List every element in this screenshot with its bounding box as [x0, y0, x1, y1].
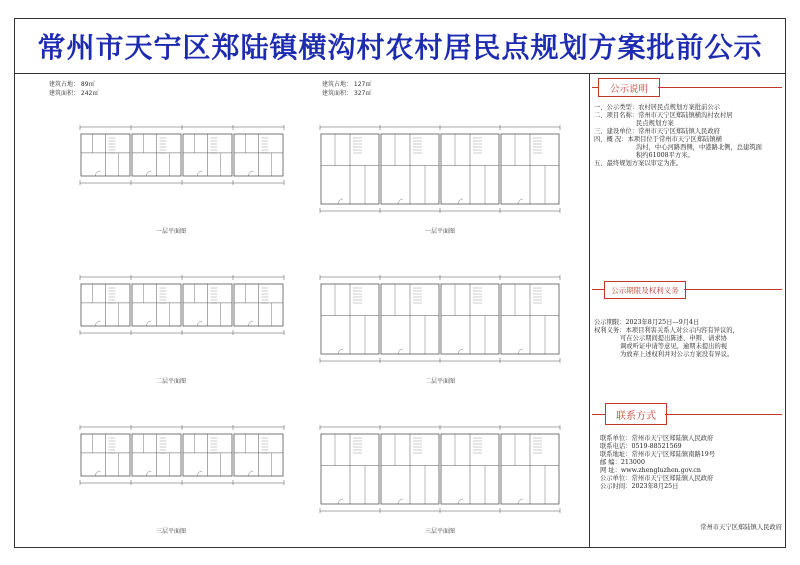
notice-side-panel	[590, 74, 785, 547]
contact-row	[600, 435, 782, 443]
contact-label: 联系电话：	[600, 443, 632, 450]
notice-sheet	[14, 18, 786, 548]
rule-contact-left	[592, 414, 605, 415]
contact-body	[600, 435, 782, 491]
contact-label: 邮 编：	[600, 459, 621, 466]
notice-item: 五、最终规划方案以审定为准。	[594, 160, 683, 167]
notice-item: 二、项目名称：常州市天宁区郑陆镇横沟村农村居	[594, 112, 733, 119]
contact-label: 联系地址：	[600, 451, 632, 458]
period-body	[594, 319, 782, 359]
notice-body	[594, 104, 780, 168]
contact-value: 常州市天宁区郑陆镇南路19号	[631, 451, 716, 458]
floor-plan-left-1	[75, 124, 289, 186]
right-area-info	[322, 80, 371, 98]
plan-label-right-2: 二层平面图	[425, 378, 456, 385]
notice-item: 沟村，中心河路西侧，中港路北侧，总建筑面	[636, 144, 762, 151]
contact-label: 网 址：	[600, 467, 621, 474]
left-site-area: 建筑占地： 89㎡	[49, 81, 95, 88]
contact-footer: 常州市天宁区郑陆镇人民政府	[700, 524, 782, 531]
period-title: 公示期限及权利义务	[604, 281, 686, 299]
right-floor-area: 建筑面积： 327㎡	[322, 90, 372, 97]
contact-row	[600, 459, 782, 467]
plan-label-right-1: 一层平面图	[425, 228, 456, 235]
contact-row	[600, 475, 782, 483]
rights-line: 调或听证申请等意见，逾期未提出的视	[620, 343, 728, 350]
contact-row	[600, 467, 782, 475]
plan-label-left-2: 二层平面图	[156, 378, 187, 385]
drawings-panel	[15, 74, 590, 547]
floor-plan-right-3	[315, 424, 565, 514]
rule-contact-right	[665, 414, 782, 415]
contact-value: 常州市天宁区郑陆镇人民政府	[631, 475, 714, 482]
notice-item: 积约61008平方米。	[636, 152, 694, 159]
contact-label: 公示单位：	[600, 475, 632, 482]
contact-value: 2023年8月25日	[631, 483, 679, 490]
plan-label-left-3: 三层平面图	[156, 528, 187, 535]
contact-website-link[interactable]: www.zhengluzhen.gov.cn	[620, 467, 701, 474]
floor-plan-left-2	[75, 274, 289, 336]
rights-label: 权利义务：	[594, 327, 626, 334]
rights-line: 为放弃上述权利并对公示方案没有异议。	[620, 351, 734, 358]
floor-plan-left-3	[75, 424, 289, 486]
contact-value: 常州市天宁区郑陆镇人民政府	[631, 435, 714, 442]
notice-item: 民点规划方案	[636, 120, 674, 127]
period-value: 2023年8月25日—9月4日	[625, 319, 700, 326]
period-label: 公示期限：	[594, 319, 626, 326]
contact-label: 联系单位：	[600, 435, 632, 442]
rights-line: 可在公示期间提出陈述、申辩、请求协	[620, 335, 728, 342]
title-bar	[15, 19, 785, 74]
contact-label: 公示时间：	[600, 483, 632, 490]
rule-notice-right	[658, 87, 782, 88]
right-site-area: 建筑占地： 127㎡	[322, 81, 372, 88]
floor-plan-right-2	[315, 274, 565, 364]
contact-value: 0519-88521569	[631, 443, 682, 450]
contact-row	[600, 443, 782, 451]
plan-label-left-1: 一层平面图	[156, 228, 187, 235]
rule-period-right	[684, 289, 782, 290]
plan-label-right-3: 三层平面图	[425, 528, 456, 535]
rule-period-left	[592, 289, 604, 290]
left-floor-area: 建筑面积： 242㎡	[49, 90, 99, 97]
notice-item: 三、建设单位：常州市天宁区郑陆镇人民政府	[594, 128, 720, 135]
notice-item: 一、公示类型：农村居民点规划方案批前公示	[594, 104, 720, 111]
floor-plan-right-1	[315, 124, 565, 214]
notice-title: 公示说明	[598, 78, 660, 97]
rights-line: 本项目利害关系人对公示内容有异议的，	[625, 327, 739, 334]
left-area-info	[49, 80, 98, 98]
page-title: 常州市天宁区郑陆镇横沟村农村居民点规划方案批前公示	[37, 31, 763, 64]
contact-row	[600, 483, 782, 491]
contact-row	[600, 451, 782, 459]
contact-value: 213000	[620, 459, 645, 466]
contact-title: 联系方式	[605, 403, 667, 425]
notice-item: 四、概 况：本项目位于常州市天宁区郑陆镇横	[594, 136, 722, 143]
